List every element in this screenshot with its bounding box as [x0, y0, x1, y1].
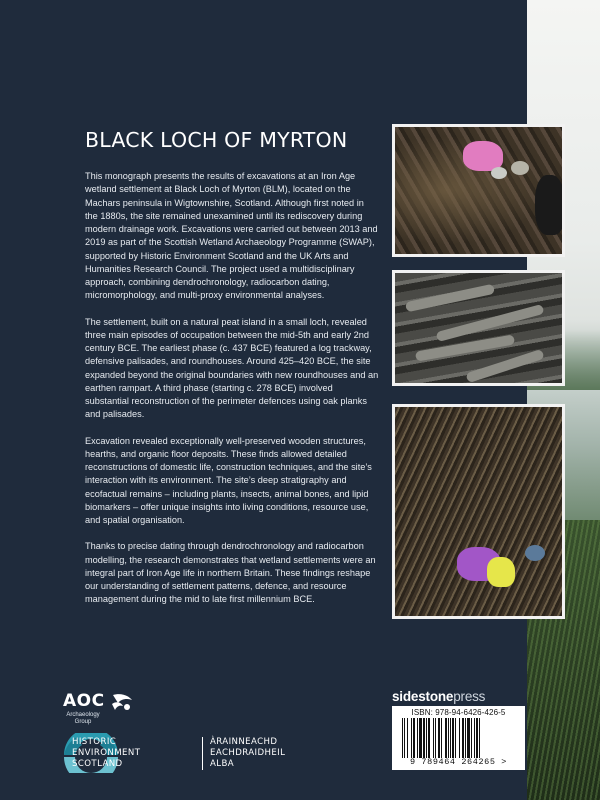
hes-line: ALBA	[210, 759, 235, 769]
hes-english-name	[72, 737, 140, 770]
book-title: BLACK LOCH OF MYRTON	[85, 128, 348, 152]
logo-divider	[202, 737, 203, 770]
landscape-photo-strip	[527, 0, 600, 800]
wattle-floor-photo	[392, 404, 565, 619]
barcode-bars	[400, 718, 518, 758]
blurb-paragraph: This monograph presents the results of excavations at an Iron Age wetland settlement at Black Loch of Myrton (BLM), located on the Machars peninsula in Wigtownshire, Scotland. Although first noted in the 1880s, the site remained unexamined until its rediscovery during modern drainage work. Excavations were carried out between 2013 and 2019 as part of the Scottish Wetland Archaeology Programme (SWAP), supported by Historic Environment Scotland and the UK Arts and Humanities Research Council. The project used a multidisciplinary approach, combining dendrochronology, radiocarbon dating, micromorphology, and multi-proxy environmental analyses.	[85, 171, 378, 301]
barcode-digits: 9 789464 264265 >	[410, 757, 507, 767]
publisher-name: sidestone	[392, 689, 454, 704]
blurb-paragraph: Thanks to precise dating through dendrochronology and radiocarbon modelling, the research demonstrates that wetland settlements were an integral part of Iron Age life in northern Britain. These findings reshape our understanding of settlement patterns, defence, and resource management during the mid to late first millennium BCE.	[85, 541, 376, 605]
hes-line: EACHDRAIDHEIL	[210, 748, 286, 758]
isbn-barcode	[392, 706, 525, 770]
aoc-logo-subtitle: Archaeology Group	[66, 712, 100, 725]
timber-structures-photo	[392, 270, 565, 386]
hes-line: ENVIRONMENT	[72, 748, 141, 758]
hes-gaelic-name	[210, 737, 285, 770]
hes-line: HISTORIC	[72, 737, 117, 747]
hes-line: ÀRAINNEACHD	[210, 737, 278, 747]
blurb-paragraph: Excavation revealed exceptionally well-preserved wooden structures, hearths, and organic floor deposits. These finds allowed detailed reconstructions of domestic life, construction techniques, and the site’s interaction with its environment. The site’s deep stratigraphy and ecofactual remains – including plants, insects, animal bones, and lipid biomarkers – offer unique insights into living conditions, resource use, and spatial organisation.	[85, 435, 372, 525]
blurb-paragraph: The settlement, built on a natural peat island in a small loch, revealed three main episodes of occupation between the mid-5th and early 2nd century BCE. The earliest phase (c. 437 BCE) featured a log trackway, defensive palisades, and roundhouses. Around 425–420 BCE, the site expanded beyond the original boundaries with new roundhouses and an earthen rampart. A third phase (starting c. 278 BCE) involved substantial reconstruction of the perimeter defences using oak planks and palisades.	[85, 316, 379, 420]
aoc-emblem-icon	[109, 692, 135, 714]
publisher-suffix: press	[453, 689, 486, 704]
excavation-photo	[392, 124, 565, 257]
isbn-text: ISBN: 978-94-6426-426-5	[411, 708, 506, 717]
blurb	[85, 170, 379, 620]
aoc-logo-text: AOC	[63, 691, 105, 711]
hes-line: SCOTLAND	[72, 759, 123, 769]
aoc-archaeology-logo	[63, 691, 135, 725]
publisher-logo	[392, 689, 485, 704]
